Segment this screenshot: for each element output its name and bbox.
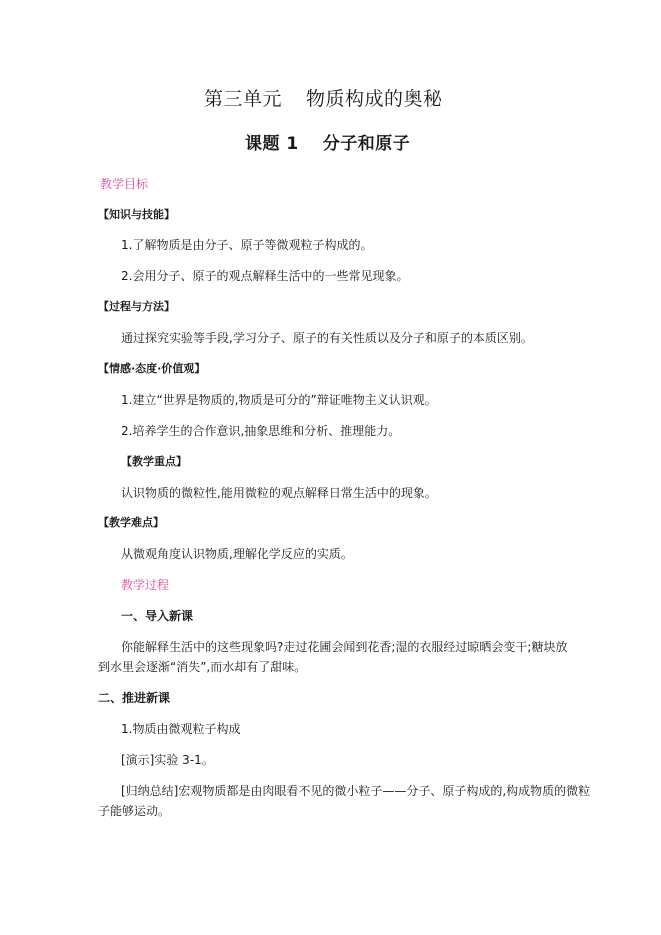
lesson-name: 分子和原子 [322, 134, 411, 154]
intro-text-line2: 到水里会逐渐“消失”,而水却有了甜味。 [98, 660, 307, 674]
demo-text: [演示]实验 3-1。 [121, 753, 214, 767]
summary-line1: [归纳总结]宏观物质都是由肉眼看不见的微小粒子——分子、原子构成的,构成物质的微粒 [121, 784, 591, 798]
difficulty-heading: 【教学难点】 [98, 516, 164, 529]
page-title [204, 88, 443, 110]
emotion-heading: 【情感·态度·价值观】 [98, 362, 206, 375]
key-points-heading: 【教学重点】 [121, 455, 187, 468]
knowledge-heading: 【知识与技能】 [98, 208, 175, 221]
difficulty-text: 从微观角度认识物质,理解化学反应的实质。 [121, 547, 353, 561]
unit-subtitle: 物质构成的奥秘 [306, 88, 443, 110]
lesson-number: 课题 1 [245, 134, 299, 154]
section1-title: 1.物质由微观粒子构成 [121, 722, 241, 736]
emotion-item: 2.培养学生的合作意识,抽象思维和分析、推理能力。 [121, 424, 401, 438]
summary-line2: 子能够运动。 [98, 804, 171, 818]
lesson-title [245, 134, 410, 154]
process-heading: 【过程与方法】 [98, 300, 175, 313]
intro-text-line1: 你能解释生活中的这些现象吗?走过花圃会闻到花香;湿的衣服经过晾晒会变干;糖块放 [121, 640, 568, 654]
goals-heading: 教学目标 [100, 177, 149, 191]
knowledge-item: 2.会用分子、原子的观点解释生活中的一些常见现象。 [121, 269, 409, 283]
process-section-heading: 教学过程 [121, 578, 170, 592]
knowledge-item: 1.了解物质是由分子、原子等微观粒子构成的。 [121, 238, 373, 252]
emotion-item: 1.建立“世界是物质的,物质是可分的”辩证唯物主义认识观。 [121, 393, 437, 407]
advance-heading: 二、推进新课 [98, 691, 171, 705]
intro-heading: 一、导入新课 [121, 609, 194, 623]
key-points-text: 认识物质的微粒性,能用微粒的观点解释日常生活中的现象。 [121, 486, 437, 500]
unit-title: 第三单元 [204, 88, 283, 110]
process-text: 通过探究实验等手段,学习分子、原子的有关性质以及分子和原子的本质区别。 [121, 331, 533, 345]
